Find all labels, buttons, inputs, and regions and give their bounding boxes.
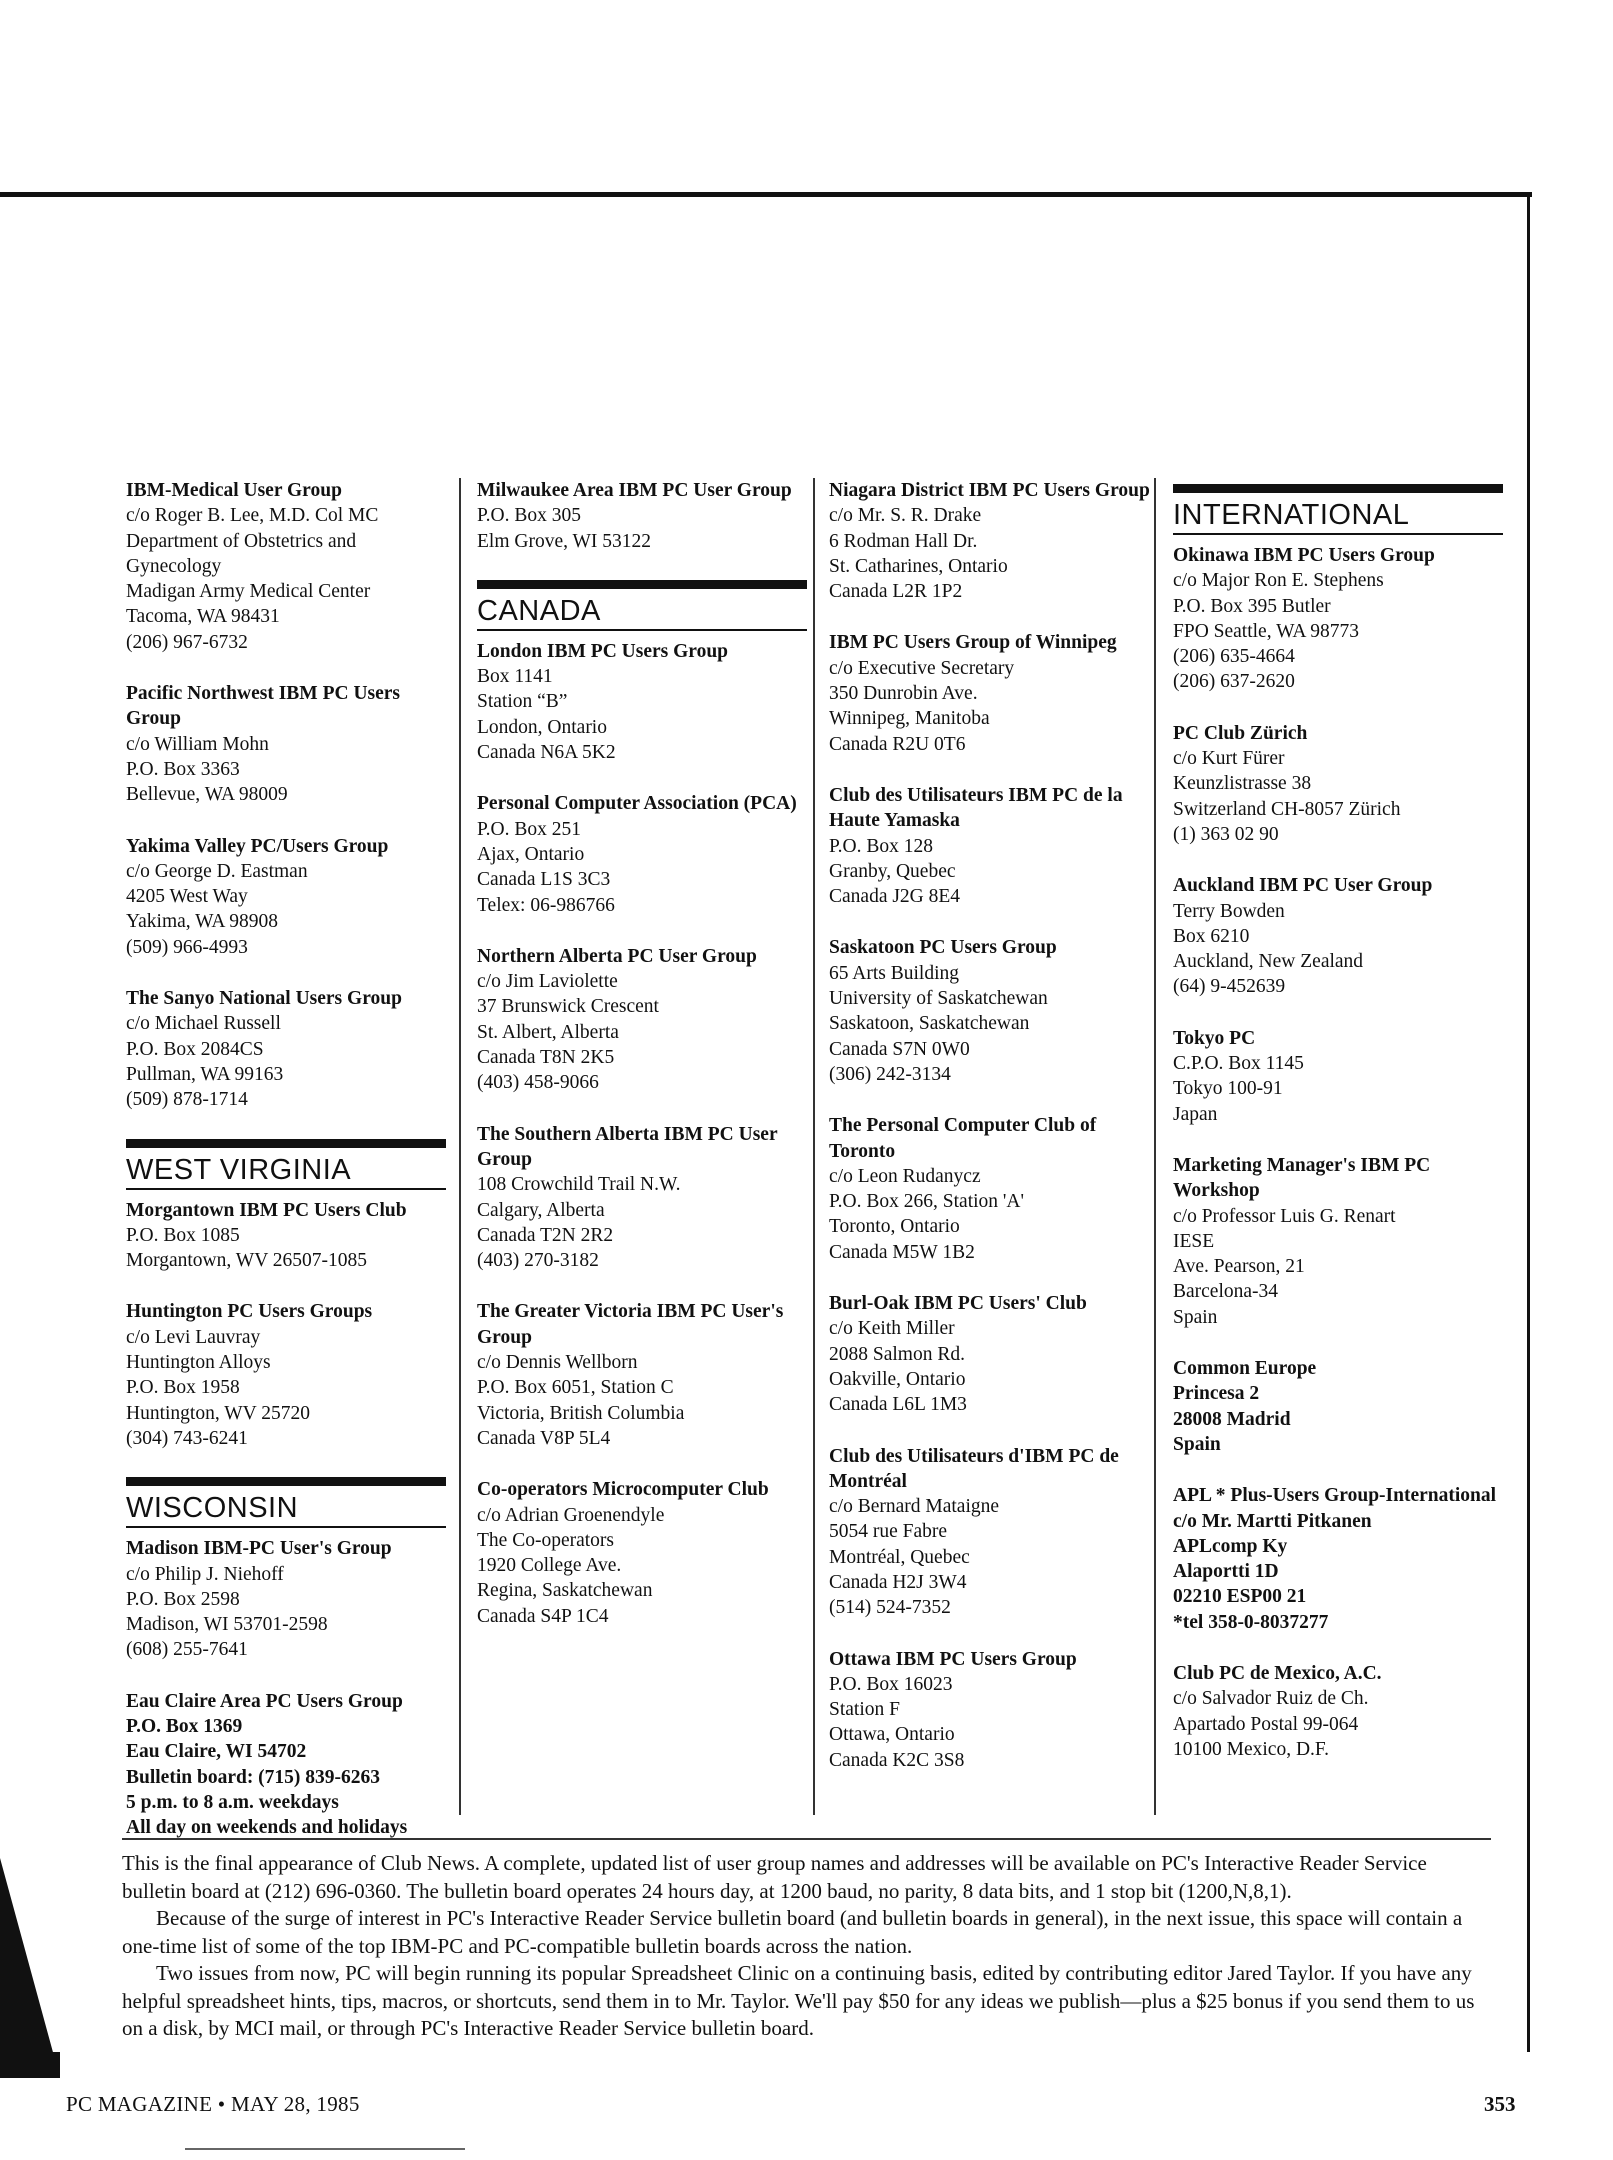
- address-line: 65 Arts Building: [829, 962, 960, 984]
- notice-divider: [122, 1838, 1491, 1840]
- address-line: Alaportti 1D: [1173, 1561, 1279, 1583]
- address-line: Station “B”: [477, 691, 568, 713]
- user-group-entry: [829, 478, 1159, 604]
- group-name: Madison IBM-PC User's Group: [126, 1538, 392, 1560]
- column-divider: [1154, 478, 1156, 1815]
- address-line: c/o Mr. S. R. Drake: [829, 505, 982, 527]
- black-tab-decoration: [0, 2052, 60, 2078]
- group-name: Milwaukee Area IBM PC User Group: [477, 480, 792, 501]
- section-title: WEST VIRGINIA: [126, 1148, 446, 1190]
- user-group-entry: [477, 944, 807, 1096]
- address-line: P.O. Box 305: [477, 505, 582, 527]
- address-line: Victoria, British Columbia: [477, 1402, 685, 1424]
- address-line: Terry Bowden: [1173, 900, 1285, 922]
- footer-publication: PC MAGAZINE • MAY 28, 1985: [66, 2092, 360, 2116]
- group-name: Northern Alberta PC User Group: [477, 945, 757, 967]
- address-line: Canada M5W 1B2: [829, 1241, 975, 1263]
- address-line: c/o Professor Luis G. Renart: [1173, 1205, 1396, 1227]
- user-group-entry: [829, 1291, 1159, 1417]
- address-line: c/o Bernard Mataigne: [829, 1496, 1000, 1518]
- user-group-entry: [1173, 1356, 1503, 1457]
- address-line: (206) 637-2620: [1173, 671, 1295, 693]
- address-line: Morgantown, WV 26507-1085: [126, 1250, 368, 1272]
- address-line: Saskatoon, Saskatchewan: [829, 1013, 1030, 1035]
- address-line: (304) 743-6241: [126, 1427, 248, 1449]
- user-group-entry: [829, 630, 1159, 756]
- address-line: c/o Mr. Martti Pitkanen: [1173, 1510, 1372, 1532]
- address-line: St. Catharines, Ontario: [829, 555, 1008, 577]
- address-line: P.O. Box 1369: [126, 1715, 243, 1737]
- address-line: 2088 Salmon Rd.: [829, 1343, 965, 1365]
- address-line: University of Saskatchewan: [829, 988, 1048, 1010]
- address-line: (206) 967-6732: [126, 631, 248, 653]
- address-line: P.O. Box 395 Butler: [1173, 595, 1331, 617]
- group-name: IBM-Medical User Group: [126, 480, 342, 501]
- address-line: c/o George D. Eastman: [126, 860, 308, 882]
- address-line: Tacoma, WA 98431: [126, 606, 280, 628]
- address-line: Canada N6A 5K2: [477, 742, 616, 764]
- address-line: The Co-operators: [477, 1529, 614, 1551]
- group-name: Tokyo PC: [1173, 1027, 1256, 1049]
- address-line: Elm Grove, WI 53122: [477, 530, 652, 552]
- section-header: [126, 1477, 446, 1528]
- column-divider: [813, 478, 815, 1815]
- user-group-entry: [126, 1689, 446, 1841]
- address-line: Huntington, WV 25720: [126, 1402, 310, 1424]
- address-line: 28008 Madrid: [1173, 1408, 1291, 1430]
- address-line: Canada S4P 1C4: [477, 1605, 609, 1627]
- group-name: The Sanyo National Users Group: [126, 988, 402, 1010]
- column-2: [477, 478, 807, 1655]
- address-line: c/o Leon Rudanycz: [829, 1165, 981, 1187]
- address-line: Box 6210: [1173, 925, 1250, 947]
- address-line: 1920 College Ave.: [477, 1555, 622, 1577]
- address-line: FPO Seattle, WA 98773: [1173, 620, 1359, 642]
- address-line: 108 Crowchild Trail N.W.: [477, 1174, 681, 1196]
- address-line: c/o Salvador Ruiz de Ch.: [1173, 1688, 1369, 1710]
- group-name: Ottawa IBM PC Users Group: [829, 1648, 1077, 1670]
- address-line: Winnipeg, Manitoba: [829, 708, 990, 730]
- user-group-entry: [477, 1477, 807, 1629]
- column-1: [126, 478, 446, 1866]
- address-line: (403) 270-3182: [477, 1250, 599, 1272]
- group-name: Eau Claire Area PC Users Group: [126, 1690, 403, 1712]
- group-name: IBM PC Users Group of Winnipeg: [829, 632, 1117, 654]
- address-line: Canada L1S 3C3: [477, 869, 611, 891]
- address-line: c/o Major Ron E. Stephens: [1173, 570, 1384, 592]
- address-line: Regina, Saskatchewan: [477, 1580, 653, 1602]
- address-line: c/o Michael Russell: [126, 1013, 281, 1035]
- address-line: P.O. Box 128: [829, 835, 934, 857]
- address-line: P.O. Box 2598: [126, 1588, 240, 1610]
- group-name: The Personal Computer Club of Toronto: [829, 1115, 1097, 1162]
- address-line: APLcomp Ky: [1173, 1535, 1288, 1557]
- user-group-entry: [126, 478, 446, 655]
- user-group-entry: [477, 639, 807, 765]
- user-group-entry: [1173, 873, 1503, 999]
- address-line: Huntington Alloys: [126, 1352, 271, 1374]
- address-line: c/o Executive Secretary: [829, 657, 1015, 679]
- user-group-entry: [126, 1299, 446, 1451]
- group-name: London IBM PC Users Group: [477, 640, 729, 662]
- address-line: c/o Adrian Groenendyle: [477, 1504, 665, 1526]
- group-name: The Greater Victoria IBM PC User's Group: [477, 1301, 784, 1348]
- address-line: Toronto, Ontario: [829, 1216, 960, 1238]
- address-line: c/o Jim Laviolette: [477, 971, 618, 993]
- address-line: 37 Brunswick Crescent: [477, 996, 659, 1018]
- user-group-entry: [126, 1536, 446, 1662]
- page-number: 353: [1484, 2092, 1516, 2116]
- address-line: 5054 rue Fabre: [829, 1521, 948, 1543]
- scan-mark-rule: [185, 2148, 465, 2150]
- user-group-entry: [126, 1198, 446, 1274]
- address-line: c/o Kurt Fürer: [1173, 748, 1285, 770]
- address-line: Japan: [1173, 1103, 1218, 1125]
- group-name: Club des Utilisateurs IBM PC de la Haute Yamaska: [829, 784, 1123, 832]
- address-line: Apartado Postal 99-064: [1173, 1713, 1359, 1735]
- group-name: The Southern Alberta IBM PC User Group: [477, 1123, 778, 1170]
- address-line: Ottawa, Ontario: [829, 1724, 955, 1746]
- address-line: Auckland, New Zealand: [1173, 951, 1364, 973]
- address-line: All day on weekends and holidays: [126, 1817, 408, 1839]
- club-news-notice: [122, 1850, 1494, 2043]
- group-name: Saskatoon PC Users Group: [829, 937, 1057, 959]
- address-line: Telex: 06-986766: [477, 894, 615, 916]
- address-line: c/o Roger B. Lee, M.D. Col MC: [126, 505, 379, 527]
- address-line: (509) 966-4993: [126, 936, 248, 958]
- user-group-entry: [1173, 1661, 1503, 1762]
- user-group-entry: [1173, 543, 1503, 695]
- group-name: Club PC de Mexico, A.C.: [1173, 1662, 1382, 1684]
- address-line: Department of Obstetrics and: [126, 530, 357, 552]
- address-line: 4205 West Way: [126, 886, 248, 908]
- address-line: (514) 524-7352: [829, 1597, 951, 1619]
- right-border-rule: [1527, 192, 1530, 2052]
- address-line: Montréal, Quebec: [829, 1546, 970, 1568]
- address-line: Princesa 2: [1173, 1383, 1260, 1405]
- address-line: Ajax, Ontario: [477, 843, 585, 865]
- address-line: Canada L2R 1P2: [829, 581, 963, 603]
- address-line: Madison, WI 53701-2598: [126, 1614, 328, 1636]
- section-bar: [477, 580, 807, 589]
- address-line: Eau Claire, WI 54702: [126, 1741, 307, 1763]
- address-line: (306) 242-3134: [829, 1063, 951, 1085]
- group-name: Club des Utilisateurs d'IBM PC de Montréal: [829, 1445, 1119, 1492]
- section-header: [1173, 484, 1503, 535]
- address-line: Yakima, WA 98908: [126, 911, 279, 933]
- address-line: Gynecology: [126, 555, 222, 577]
- group-name: PC Club Zürich: [1173, 722, 1308, 744]
- section-bar: [126, 1139, 446, 1148]
- address-line: St. Albert, Alberta: [477, 1021, 619, 1043]
- address-line: 6 Rodman Hall Dr.: [829, 530, 978, 552]
- address-line: IESE: [1173, 1230, 1215, 1252]
- address-line: c/o Dennis Wellborn: [477, 1352, 638, 1374]
- group-name: Morgantown IBM PC Users Club: [126, 1199, 407, 1221]
- notice-paragraph: This is the final appearance of Club News. A complete, updated list of user group names and addresses will be available on PC's Interactive Reader Service bulletin board at (212) 696-0360. The bulletin board operates 24 hours day, at 1200 baud, no parity, 8 data bits, and 1 stop bit (1200,N,8,1).: [122, 1851, 1427, 1903]
- section-header: [126, 1139, 446, 1190]
- address-line: Keunzlistrasse 38: [1173, 773, 1312, 795]
- column-4: [1173, 478, 1503, 1788]
- user-group-entry: [477, 1299, 807, 1451]
- address-line: Barcelona-34: [1173, 1281, 1279, 1303]
- address-line: 10100 Mexico, D.F.: [1173, 1738, 1330, 1760]
- address-line: Canada S7N 0W0: [829, 1038, 970, 1060]
- user-group-entry: [829, 1444, 1159, 1621]
- section-title: WISCONSIN: [126, 1486, 446, 1528]
- user-group-entry: [1173, 1026, 1503, 1127]
- section-title: CANADA: [477, 589, 807, 631]
- address-line: Canada J2G 8E4: [829, 886, 961, 908]
- group-name: Yakima Valley PC/Users Group: [126, 835, 389, 857]
- user-group-entry: [829, 935, 1159, 1087]
- black-triangle-decoration: [0, 1858, 60, 2078]
- user-group-entry: [829, 1647, 1159, 1773]
- user-group-entry: [1173, 1483, 1503, 1635]
- address-line: P.O. Box 1958: [126, 1377, 240, 1399]
- address-line: London, Ontario: [477, 716, 607, 738]
- address-line: Canada H2J 3W4: [829, 1571, 967, 1593]
- group-name: Personal Computer Association (PCA): [477, 793, 797, 815]
- address-line: C.P.O. Box 1145: [1173, 1053, 1304, 1075]
- group-name: Auckland IBM PC User Group: [1173, 875, 1433, 897]
- group-name: Marketing Manager's IBM PC Workshop: [1173, 1154, 1431, 1202]
- address-line: c/o Philip J. Niehoff: [126, 1563, 284, 1585]
- address-line: Granby, Quebec: [829, 860, 956, 882]
- address-line: P.O. Box 1085: [126, 1224, 240, 1246]
- address-line: (608) 255-7641: [126, 1639, 248, 1661]
- address-line: Bulletin board: (715) 839-6263: [126, 1766, 381, 1788]
- group-name: APL * Plus-Users Group-International: [1173, 1485, 1497, 1507]
- group-name: Burl-Oak IBM PC Users' Club: [829, 1293, 1087, 1315]
- address-line: P.O. Box 6051, Station C: [477, 1377, 674, 1399]
- group-name: Huntington PC Users Groups: [126, 1301, 373, 1323]
- group-name: Common Europe: [1173, 1358, 1317, 1380]
- address-line: (206) 635-4664: [1173, 646, 1295, 668]
- user-group-entry: [829, 783, 1159, 909]
- address-line: (509) 878-1714: [126, 1089, 248, 1111]
- user-group-entry: [1173, 1153, 1503, 1330]
- address-line: Ave. Pearson, 21: [1173, 1256, 1305, 1278]
- user-group-entry: [477, 478, 807, 554]
- address-line: Pullman, WA 99163: [126, 1063, 284, 1085]
- address-line: *tel 358-0-8037277: [1173, 1611, 1329, 1633]
- user-group-entry: [126, 834, 446, 960]
- address-line: Bellevue, WA 98009: [126, 784, 288, 806]
- notice-paragraph: Two issues from now, PC will begin running its popular Spreadsheet Clinic on a continuing basis, edited by contributing editor Jared Taylor. If you have any helpful spreadsheet hints, tips, macros, or shortcuts, send them in to Mr. Taylor. We'll pay $50 for any ideas we publish—plus a $25 bonus if you send them to us on a disk, by MCI mail, or through PC's Interactive Reader Service bulletin board.: [122, 1961, 1475, 2040]
- address-line: Spain: [1173, 1306, 1218, 1328]
- address-line: P.O. Box 16023: [829, 1673, 953, 1695]
- address-line: Canada K2C 3S8: [829, 1749, 965, 1771]
- group-name: Okinawa IBM PC Users Group: [1173, 545, 1435, 566]
- address-line: Box 1141: [477, 666, 553, 688]
- address-line: Switzerland CH-8057 Zürich: [1173, 798, 1401, 820]
- address-line: Canada R2U 0T6: [829, 733, 966, 755]
- top-border-rule: [0, 192, 1532, 197]
- section-title: INTERNATIONAL: [1173, 493, 1503, 535]
- user-group-entry: [829, 1113, 1159, 1265]
- address-line: Madigan Army Medical Center: [126, 581, 371, 603]
- address-line: Tokyo 100-91: [1173, 1078, 1283, 1100]
- address-line: (64) 9-452639: [1173, 976, 1286, 998]
- user-group-entry: [126, 681, 446, 807]
- address-line: P.O. Box 251: [477, 818, 582, 840]
- group-name: Co-operators Microcomputer Club: [477, 1479, 769, 1501]
- group-name: Pacific Northwest IBM PC Users Group: [126, 683, 401, 730]
- address-line: Canada T2N 2R2: [477, 1224, 614, 1246]
- address-line: c/o Levi Lauvray: [126, 1326, 261, 1348]
- address-line: Spain: [1173, 1433, 1221, 1455]
- section-bar: [1173, 484, 1503, 493]
- notice-paragraph: Because of the surge of interest in PC's Interactive Reader Service bulletin board (and bulletin boards in general), in the next issue, this space will contain a one-time list of some of the top IBM-PC and PC-compatible bulletin boards across the nation.: [122, 1906, 1463, 1958]
- address-line: P.O. Box 2084CS: [126, 1038, 264, 1060]
- user-group-entry: [477, 1122, 807, 1274]
- address-line: Canada L6L 1M3: [829, 1394, 967, 1416]
- address-line: c/o William Mohn: [126, 733, 269, 755]
- address-line: Calgary, Alberta: [477, 1199, 605, 1221]
- address-line: Station F: [829, 1699, 900, 1721]
- address-line: Canada V8P 5L4: [477, 1427, 611, 1449]
- user-group-entry: [126, 986, 446, 1112]
- address-line: (1) 363 02 90: [1173, 823, 1279, 845]
- address-line: 350 Dunrobin Ave.: [829, 683, 978, 705]
- section-header: [477, 580, 807, 631]
- group-name: Niagara District IBM PC Users Group: [829, 480, 1150, 501]
- address-line: 5 p.m. to 8 a.m. weekdays: [126, 1791, 339, 1813]
- address-line: Canada T8N 2K5: [477, 1047, 615, 1069]
- address-line: Oakville, Ontario: [829, 1368, 966, 1390]
- address-line: c/o Keith Miller: [829, 1318, 955, 1340]
- address-line: P.O. Box 266, Station 'A': [829, 1191, 1025, 1213]
- user-group-entry: [1173, 721, 1503, 847]
- address-line: 02210 ESP00 21: [1173, 1586, 1307, 1608]
- section-bar: [126, 1477, 446, 1486]
- user-group-entry: [477, 791, 807, 917]
- address-line: (403) 458-9066: [477, 1072, 599, 1094]
- column-3: [829, 478, 1159, 1799]
- address-line: P.O. Box 3363: [126, 758, 240, 780]
- column-divider: [459, 478, 461, 1815]
